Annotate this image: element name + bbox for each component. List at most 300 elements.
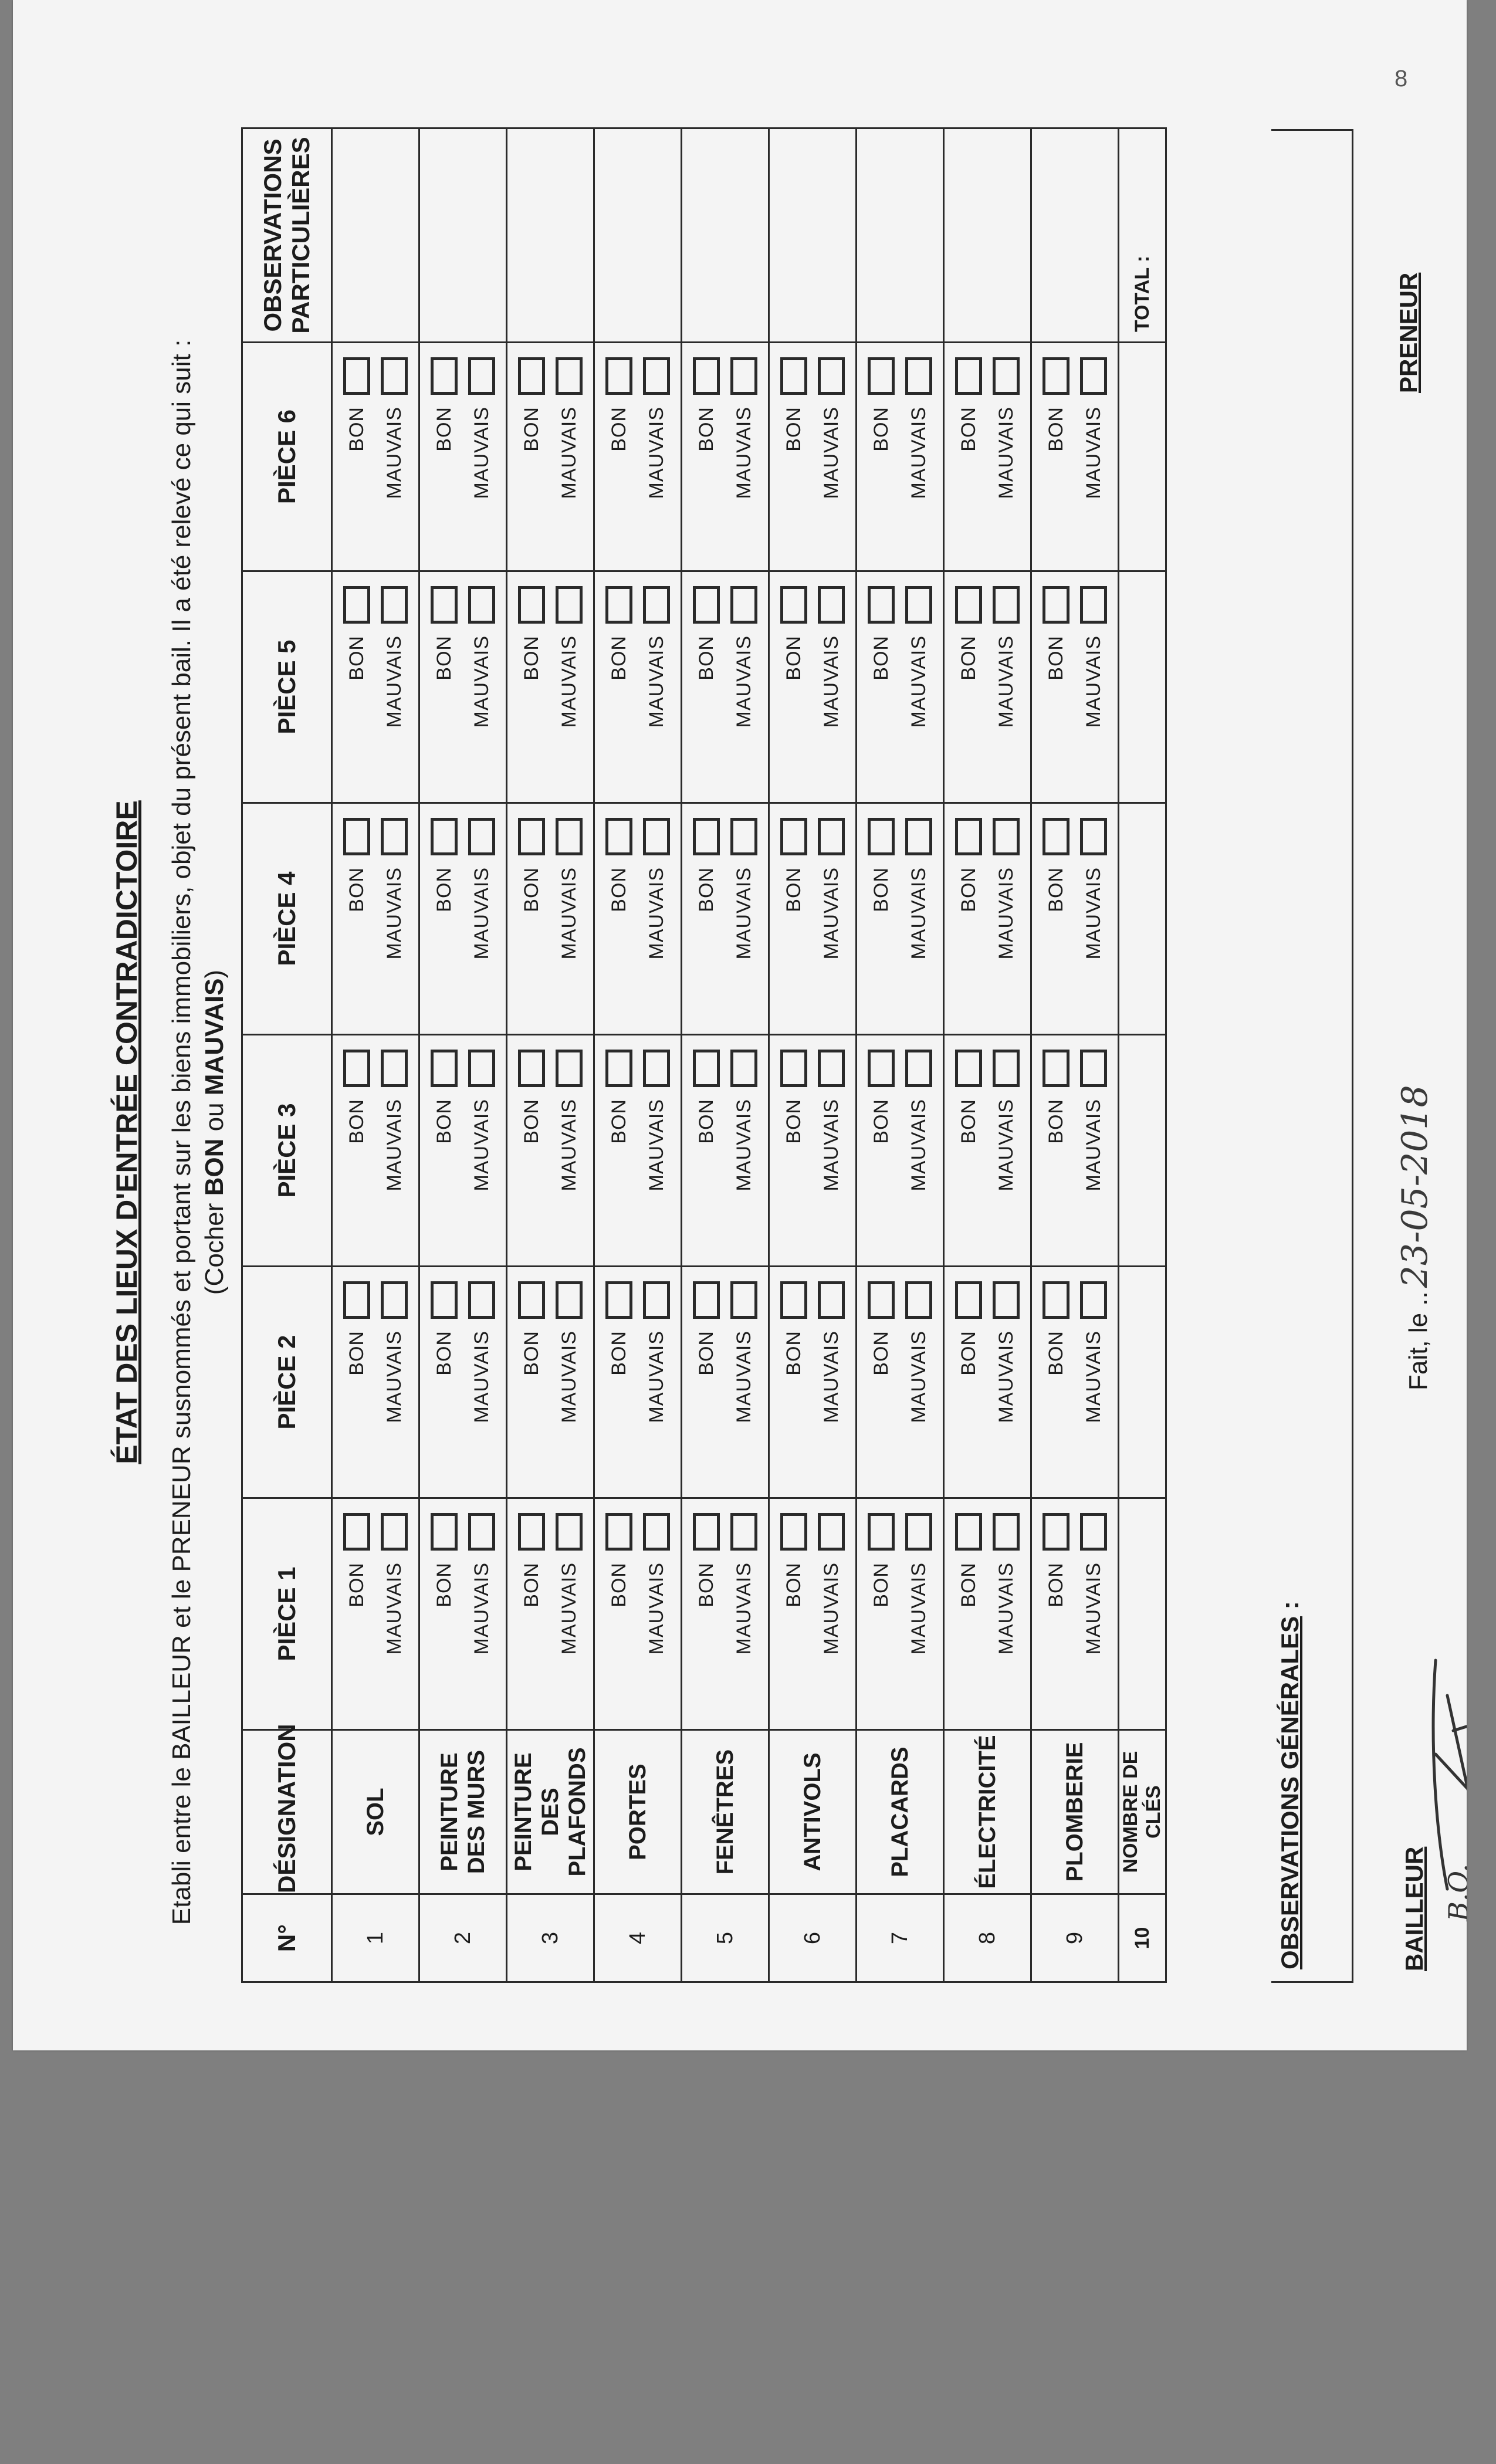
mauvais-checkbox[interactable] [556, 818, 583, 855]
mauvais-checkbox[interactable] [993, 1050, 1020, 1087]
bon-checkbox[interactable] [518, 818, 545, 855]
bon-label: BON [782, 407, 805, 452]
choice-mauvais [813, 1499, 850, 1729]
bon-checkbox[interactable] [955, 357, 982, 395]
bon-label: BON [432, 635, 455, 681]
bon-label: BON [957, 1331, 980, 1376]
bon-checkbox[interactable] [868, 357, 895, 395]
keys-count-cell [1119, 803, 1166, 1035]
choice-mauvais [1075, 572, 1112, 802]
bon-checkbox[interactable] [605, 1050, 632, 1087]
keys-count-cell [1119, 571, 1166, 803]
room-condition-cell [594, 1267, 682, 1498]
mauvais-checkbox[interactable] [993, 818, 1020, 855]
bon-label: BON [345, 1331, 368, 1376]
room-condition-cell [1031, 571, 1119, 803]
bon-checkbox[interactable] [431, 357, 458, 395]
bon-checkbox[interactable] [1043, 1281, 1069, 1319]
mauvais-label: MAUVAIS [907, 1331, 930, 1423]
header-room-4: PIÈCE 4 [242, 803, 332, 1035]
choice-bon [862, 804, 900, 1034]
mauvais-checkbox[interactable] [905, 1050, 932, 1087]
choice-mauvais [900, 343, 937, 570]
mauvais-label: MAUVAIS [557, 1331, 580, 1423]
mauvais-checkbox[interactable] [381, 1050, 408, 1087]
bon-checkbox[interactable] [693, 1050, 720, 1087]
bon-label: BON [782, 1099, 805, 1144]
room-condition-cell [682, 1035, 769, 1267]
bon-label: BON [345, 1099, 368, 1144]
row-designation: SOL [332, 1730, 419, 1894]
choice-bon [425, 1267, 463, 1497]
mauvais-label: MAUVAIS [994, 407, 1017, 499]
choice-mauvais [463, 1267, 500, 1497]
mauvais-label: MAUVAIS [470, 867, 493, 960]
room-condition-cell [944, 1035, 1031, 1267]
row-designation: PLOMBERIE [1031, 1730, 1119, 1894]
mauvais-checkbox[interactable] [818, 1050, 845, 1087]
room-condition-cell [594, 1035, 682, 1267]
table-row [332, 128, 419, 1982]
mauvais-checkbox[interactable] [818, 818, 845, 855]
bon-checkbox[interactable] [780, 1050, 807, 1087]
room-condition-cell [769, 343, 857, 571]
bon-checkbox[interactable] [1043, 357, 1069, 395]
choice-bon [688, 572, 725, 802]
mauvais-label: MAUVAIS [645, 1331, 668, 1423]
room-condition-cell [1031, 343, 1119, 571]
bon-label: BON [1044, 1099, 1067, 1144]
room-condition-cell [769, 571, 857, 803]
bon-checkbox[interactable] [1043, 1513, 1069, 1551]
choice-mauvais [1075, 804, 1112, 1034]
preneur-label: PRENEUR [1395, 272, 1422, 393]
choice-mauvais [638, 1499, 675, 1729]
mauvais-label: MAUVAIS [470, 635, 493, 728]
mauvais-label: MAUVAIS [557, 635, 580, 728]
mauvais-checkbox[interactable] [730, 818, 757, 855]
choice-mauvais [900, 1035, 937, 1265]
choice-bon [775, 804, 813, 1034]
bon-checkbox[interactable] [868, 1050, 895, 1087]
choice-bon [775, 1035, 813, 1265]
choice-mauvais [900, 1499, 937, 1729]
bon-checkbox[interactable] [343, 1281, 370, 1319]
bon-checkbox[interactable] [431, 818, 458, 855]
mauvais-checkbox[interactable] [905, 586, 932, 624]
bon-label: BON [432, 1331, 455, 1376]
bon-label: BON [869, 867, 892, 912]
room-condition-cell [857, 571, 944, 803]
room-condition-cell [507, 1498, 594, 1730]
mauvais-checkbox[interactable] [468, 1513, 495, 1551]
mauvais-checkbox[interactable] [818, 586, 845, 624]
mauvais-checkbox[interactable] [556, 586, 583, 624]
choice-bon [513, 343, 550, 570]
room-condition-cell [1031, 1498, 1119, 1730]
bon-checkbox[interactable] [431, 586, 458, 624]
bon-checkbox[interactable] [693, 357, 720, 395]
mauvais-checkbox[interactable] [381, 818, 408, 855]
mauvais-checkbox[interactable] [468, 357, 495, 395]
choice-bon [688, 343, 725, 570]
bon-label: BON [957, 867, 980, 912]
bon-checkbox[interactable] [780, 1281, 807, 1319]
choice-mauvais [813, 1035, 850, 1265]
choice-mauvais [725, 804, 763, 1034]
choice-mauvais [463, 572, 500, 802]
choice-mauvais [813, 343, 850, 570]
bon-label: BON [957, 1562, 980, 1607]
mauvais-checkbox[interactable] [643, 357, 670, 395]
choice-bon [338, 1267, 375, 1497]
row-observations [944, 128, 1031, 343]
mauvais-label: MAUVAIS [383, 635, 405, 728]
bon-checkbox[interactable] [518, 1281, 545, 1319]
mauvais-label: MAUVAIS [907, 867, 930, 960]
mauvais-label: MAUVAIS [645, 1099, 668, 1192]
choice-bon [425, 804, 463, 1034]
bon-checkbox[interactable] [431, 1050, 458, 1087]
choice-bon [950, 1035, 987, 1265]
room-condition-cell [332, 571, 419, 803]
mauvais-checkbox[interactable] [730, 1050, 757, 1087]
mauvais-checkbox[interactable] [993, 357, 1020, 395]
mauvais-label: MAUVAIS [732, 1099, 755, 1192]
bon-label: BON [782, 1562, 805, 1607]
choice-mauvais [375, 1267, 413, 1497]
bon-checkbox[interactable] [868, 1281, 895, 1319]
bon-label: BON [607, 867, 630, 912]
mauvais-checkbox[interactable] [643, 818, 670, 855]
bon-label: BON [607, 1331, 630, 1376]
mauvais-checkbox[interactable] [468, 586, 495, 624]
bon-label: BON [432, 1099, 455, 1144]
room-condition-cell [857, 1267, 944, 1498]
room-condition-cell [769, 1267, 857, 1498]
mauvais-checkbox[interactable] [818, 1513, 845, 1551]
bon-label: BON [869, 1099, 892, 1144]
fait-le-line [1395, 1085, 1436, 1390]
choice-bon [600, 804, 638, 1034]
bon-label: BON [695, 1562, 717, 1607]
choice-mauvais [375, 804, 413, 1034]
bon-checkbox[interactable] [868, 818, 895, 855]
bon-label: BON [869, 1562, 892, 1607]
bon-checkbox[interactable] [431, 1513, 458, 1551]
bon-label: BON [607, 635, 630, 681]
header-room-5: PIÈCE 5 [242, 571, 332, 803]
bon-checkbox[interactable] [343, 357, 370, 395]
mauvais-label: MAUVAIS [820, 1099, 842, 1192]
room-condition-cell [419, 1035, 507, 1267]
choice-bon [513, 1267, 550, 1497]
bon-checkbox[interactable] [605, 818, 632, 855]
mauvais-checkbox[interactable] [905, 357, 932, 395]
choice-bon [338, 572, 375, 802]
row-number: 8 [944, 1894, 1031, 1982]
mauvais-checkbox[interactable] [468, 1281, 495, 1319]
mauvais-checkbox[interactable] [1080, 357, 1107, 395]
room-condition-cell [507, 1267, 594, 1498]
bon-checkbox[interactable] [693, 818, 720, 855]
room-condition-cell [857, 1035, 944, 1267]
bon-checkbox[interactable] [868, 1513, 895, 1551]
mauvais-label: MAUVAIS [557, 1562, 580, 1655]
bon-checkbox[interactable] [955, 1281, 982, 1319]
mauvais-checkbox[interactable] [381, 1513, 408, 1551]
row-designation: PEINTURE DES PLAFONDS [507, 1730, 594, 1894]
bon-label: BON [1044, 1331, 1067, 1376]
header-room-2: PIÈCE 2 [242, 1267, 332, 1498]
mauvais-label: MAUVAIS [994, 1099, 1017, 1192]
mauvais-checkbox[interactable] [643, 1513, 670, 1551]
choice-bon [513, 804, 550, 1034]
intro-text [165, 282, 231, 1983]
room-condition-cell [682, 343, 769, 571]
bon-checkbox[interactable] [343, 586, 370, 624]
mauvais-label: MAUVAIS [383, 867, 405, 960]
choice-bon [950, 1267, 987, 1497]
choice-bon [862, 1267, 900, 1497]
room-condition-cell [594, 571, 682, 803]
row-number: 10 [1119, 1894, 1166, 1982]
mauvais-label: MAUVAIS [820, 1331, 842, 1423]
mauvais-checkbox[interactable] [556, 357, 583, 395]
choice-bon [425, 343, 463, 570]
bon-checkbox[interactable] [1043, 818, 1069, 855]
mauvais-checkbox[interactable] [643, 586, 670, 624]
mauvais-label: MAUVAIS [645, 407, 668, 499]
header-room-1: PIÈCE 1 [242, 1498, 332, 1730]
choice-bon [950, 343, 987, 570]
mauvais-checkbox[interactable] [643, 1281, 670, 1319]
bon-label: BON [607, 1562, 630, 1607]
bon-label: BON [695, 407, 717, 452]
room-condition-cell [1031, 1035, 1119, 1267]
bon-label: BON [957, 407, 980, 452]
room-condition-cell [419, 1267, 507, 1498]
bon-checkbox[interactable] [868, 586, 895, 624]
bon-label: BON [520, 1562, 543, 1607]
choice-mauvais [463, 343, 500, 570]
bon-checkbox[interactable] [693, 586, 720, 624]
choice-bon [1037, 1035, 1075, 1265]
mauvais-checkbox[interactable] [643, 1050, 670, 1087]
mauvais-checkbox[interactable] [381, 586, 408, 624]
room-condition-cell [419, 343, 507, 571]
bon-checkbox[interactable] [343, 1513, 370, 1551]
table-row [944, 128, 1031, 1982]
bon-checkbox[interactable] [955, 818, 982, 855]
row-number: 4 [594, 1894, 682, 1982]
inventory-body [332, 128, 1166, 1982]
mauvais-checkbox[interactable] [468, 1050, 495, 1087]
mauvais-label: MAUVAIS [470, 1562, 493, 1655]
intro-line-1: Etabli entre le BAILLEUR et le PRENEUR susnommés et portant sur les biens immobiliers, objet du présent bail. Il a été relevé ce qui suit : [167, 339, 196, 1925]
choice-mauvais [375, 572, 413, 802]
choice-bon [338, 343, 375, 570]
intro-suffix: ) [200, 969, 229, 979]
mauvais-checkbox[interactable] [993, 1281, 1020, 1319]
keys-designation: NOMBRE DE CLÉS [1119, 1730, 1166, 1894]
bon-checkbox[interactable] [780, 357, 807, 395]
room-condition-cell [769, 1035, 857, 1267]
choice-bon [338, 1035, 375, 1265]
bon-label: BON [782, 867, 805, 912]
mauvais-checkbox[interactable] [1080, 1513, 1107, 1551]
choice-mauvais [1075, 1267, 1112, 1497]
room-condition-cell [857, 803, 944, 1035]
keys-count-cell [1119, 1267, 1166, 1498]
choice-mauvais [550, 1035, 588, 1265]
row-observations [594, 128, 682, 343]
mauvais-label: MAUVAIS [907, 407, 930, 499]
room-condition-cell [332, 1035, 419, 1267]
mauvais-label: MAUVAIS [470, 1099, 493, 1192]
room-condition-cell [1031, 1267, 1119, 1498]
choice-mauvais [725, 1035, 763, 1265]
inventory-table [241, 127, 1167, 1983]
mauvais-label: MAUVAIS [732, 867, 755, 960]
fait-le-label: Fait, le .. [1404, 1291, 1433, 1390]
mauvais-checkbox[interactable] [556, 1513, 583, 1551]
bon-checkbox[interactable] [955, 1513, 982, 1551]
bon-label: BON [432, 407, 455, 452]
mauvais-label: MAUVAIS [1082, 1099, 1105, 1192]
row-designation: ÉLECTRICITÉ [944, 1730, 1031, 1894]
mauvais-checkbox[interactable] [468, 818, 495, 855]
bon-checkbox[interactable] [1043, 586, 1069, 624]
bon-label: BON [345, 867, 368, 912]
choice-bon [513, 1035, 550, 1265]
choice-mauvais [987, 572, 1025, 802]
mauvais-checkbox[interactable] [730, 586, 757, 624]
bon-label: BON [869, 407, 892, 452]
row-designation: PEINTURE DES MURS [419, 1730, 507, 1894]
bon-label: BON [782, 1331, 805, 1376]
mauvais-checkbox[interactable] [556, 1050, 583, 1087]
mauvais-checkbox[interactable] [381, 357, 408, 395]
table-row [419, 128, 507, 1982]
bon-checkbox[interactable] [780, 818, 807, 855]
room-condition-cell [944, 803, 1031, 1035]
bon-checkbox[interactable] [518, 1513, 545, 1551]
bon-checkbox[interactable] [780, 586, 807, 624]
bon-label: BON [1044, 867, 1067, 912]
bon-label: BON [432, 867, 455, 912]
choice-mauvais [638, 572, 675, 802]
header-room-6: PIÈCE 6 [242, 343, 332, 571]
mauvais-label: MAUVAIS [645, 867, 668, 960]
mauvais-label: MAUVAIS [994, 867, 1017, 960]
bon-checkbox[interactable] [343, 1050, 370, 1087]
mauvais-checkbox[interactable] [730, 1281, 757, 1319]
bon-label: BON [869, 1331, 892, 1376]
table-row [769, 128, 857, 1982]
bon-checkbox[interactable] [1043, 1050, 1069, 1087]
keys-count-cell [1119, 1035, 1166, 1267]
choice-mauvais [638, 343, 675, 570]
mauvais-label: MAUVAIS [732, 407, 755, 499]
choice-mauvais [550, 572, 588, 802]
keys-count-cell [1119, 343, 1166, 571]
row-number: 6 [769, 1894, 857, 1982]
row-observations [419, 128, 507, 343]
bon-checkbox[interactable] [605, 1281, 632, 1319]
room-condition-cell [419, 571, 507, 803]
choice-mauvais [813, 804, 850, 1034]
bon-checkbox[interactable] [431, 1281, 458, 1319]
choice-bon [862, 572, 900, 802]
row-designation: ANTIVOLS [769, 1730, 857, 1894]
mauvais-checkbox[interactable] [1080, 586, 1107, 624]
choice-mauvais [813, 572, 850, 802]
mauvais-checkbox[interactable] [1080, 818, 1107, 855]
room-condition-cell [769, 803, 857, 1035]
bon-checkbox[interactable] [518, 586, 545, 624]
choice-mauvais [375, 343, 413, 570]
mauvais-checkbox[interactable] [993, 1513, 1020, 1551]
room-condition-cell [944, 1267, 1031, 1498]
mauvais-checkbox[interactable] [730, 1513, 757, 1551]
mauvais-label: MAUVAIS [383, 1562, 405, 1655]
row-number: 7 [857, 1894, 944, 1982]
mauvais-checkbox[interactable] [818, 357, 845, 395]
room-condition-cell [507, 1035, 594, 1267]
bon-checkbox[interactable] [605, 1513, 632, 1551]
choice-bon [513, 1499, 550, 1729]
bon-label: BON [345, 1562, 368, 1607]
mauvais-checkbox[interactable] [818, 1281, 845, 1319]
choice-mauvais [987, 1035, 1025, 1265]
choice-bon [600, 343, 638, 570]
bon-checkbox[interactable] [693, 1281, 720, 1319]
header-room-3: PIÈCE 3 [242, 1035, 332, 1267]
mauvais-checkbox[interactable] [905, 818, 932, 855]
mauvais-checkbox[interactable] [905, 1513, 932, 1551]
bon-checkbox[interactable] [955, 586, 982, 624]
choice-bon [1037, 804, 1075, 1034]
choice-mauvais [725, 1499, 763, 1729]
mauvais-checkbox[interactable] [730, 357, 757, 395]
bon-checkbox[interactable] [343, 818, 370, 855]
room-condition-cell [507, 803, 594, 1035]
bon-checkbox[interactable] [780, 1513, 807, 1551]
mauvais-checkbox[interactable] [1080, 1281, 1107, 1319]
page-number: 8 [1395, 66, 1408, 92]
mauvais-checkbox[interactable] [905, 1281, 932, 1319]
room-condition-cell [419, 1498, 507, 1730]
bon-checkbox[interactable] [605, 357, 632, 395]
bon-label: BON [345, 635, 368, 681]
bon-checkbox[interactable] [693, 1513, 720, 1551]
bon-checkbox[interactable] [518, 357, 545, 395]
mauvais-checkbox[interactable] [1080, 1050, 1107, 1087]
bon-checkbox[interactable] [605, 586, 632, 624]
mauvais-label: MAUVAIS [820, 635, 842, 728]
bon-checkbox[interactable] [955, 1050, 982, 1087]
row-number: 9 [1031, 1894, 1119, 1982]
choice-bon [338, 804, 375, 1034]
choice-bon [600, 1035, 638, 1265]
mauvais-label: MAUVAIS [383, 407, 405, 499]
mauvais-checkbox[interactable] [993, 586, 1020, 624]
mauvais-checkbox[interactable] [556, 1281, 583, 1319]
mauvais-checkbox[interactable] [381, 1281, 408, 1319]
bon-checkbox[interactable] [518, 1050, 545, 1087]
room-condition-cell [594, 343, 682, 571]
